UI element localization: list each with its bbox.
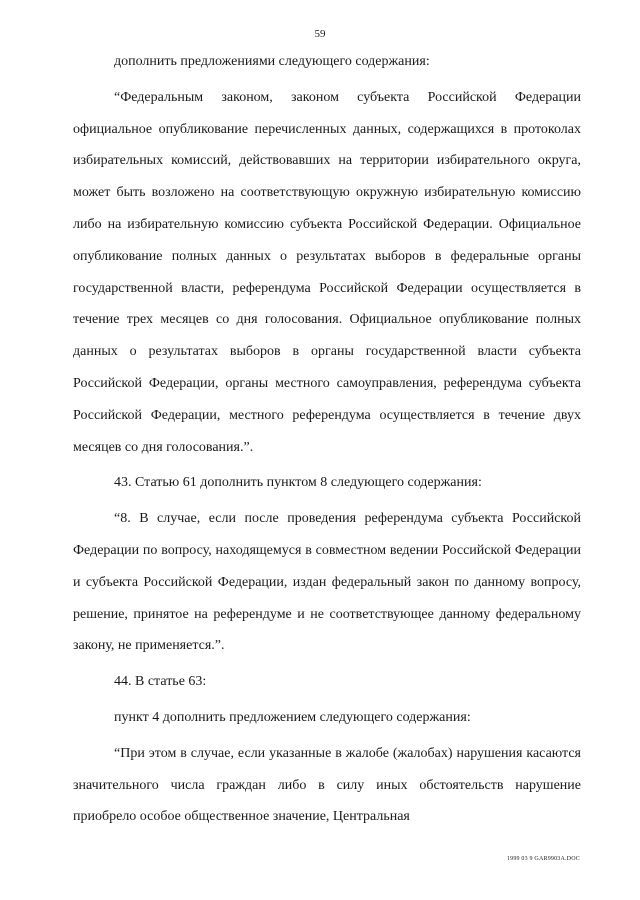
- paragraph-item-44: 44. В статье 63:: [114, 674, 207, 690]
- page-number: 59: [314, 28, 326, 40]
- document-file-code: 1999 03 9 GAR9903A.DOC: [506, 856, 580, 862]
- paragraph-quote-complaints: “При этом в случае, если указанные в жалобе (жалобах) нарушения касаются значительного числа граждан либо в силу иных обстоятельств нарушение приобрело особое общественное значение, Центральная: [73, 745, 581, 825]
- paragraph-quote-referendum: “8. В случае, если после проведения референдума субъекта Российской Федерации по вопросу, находящемуся в совместном ведении Российской Федерации и субъекта Российской Федерации, издан федеральный закон по данному вопросу, решение, принятое на референдуме и не соответствующее данному федеральному закону, не применяется.”.: [73, 511, 581, 654]
- paragraph-quote-publication: “Федеральным законом, законом субъекта Российской Федерации официальное опубликование перечисленных данных, содержащихся в протоколах избирательных комиссий, действовавших на территории избирательного округа, может быть возложено на соответствующую окружную избирательную комиссию либо на избирательную комиссию субъекта Российской Федерации. Официальное опубликование полных данных о результатах выборов в федеральные органы государственной власти, референдума Российской Федерации осуществляется в течение трех месяцев со дня голосования. Официальное опубликование полных данных о результатах выборов в органы государственной власти субъекта Российской Федерации, органы местного самоуправления, референдума субъекта Российской Федерации, местного референдума осуществляется в течение двух месяцев со дня голосования.”.: [73, 89, 581, 455]
- paragraph-intro: дополнить предложениями следующего содержания:: [114, 54, 430, 69]
- paragraph-item-43: 43. Статью 61 дополнить пунктом 8 следующего содержания:: [114, 475, 482, 491]
- paragraph-subitem-4: пункт 4 дополнить предложением следующего содержания:: [114, 709, 471, 725]
- document-body: [73, 46, 581, 833]
